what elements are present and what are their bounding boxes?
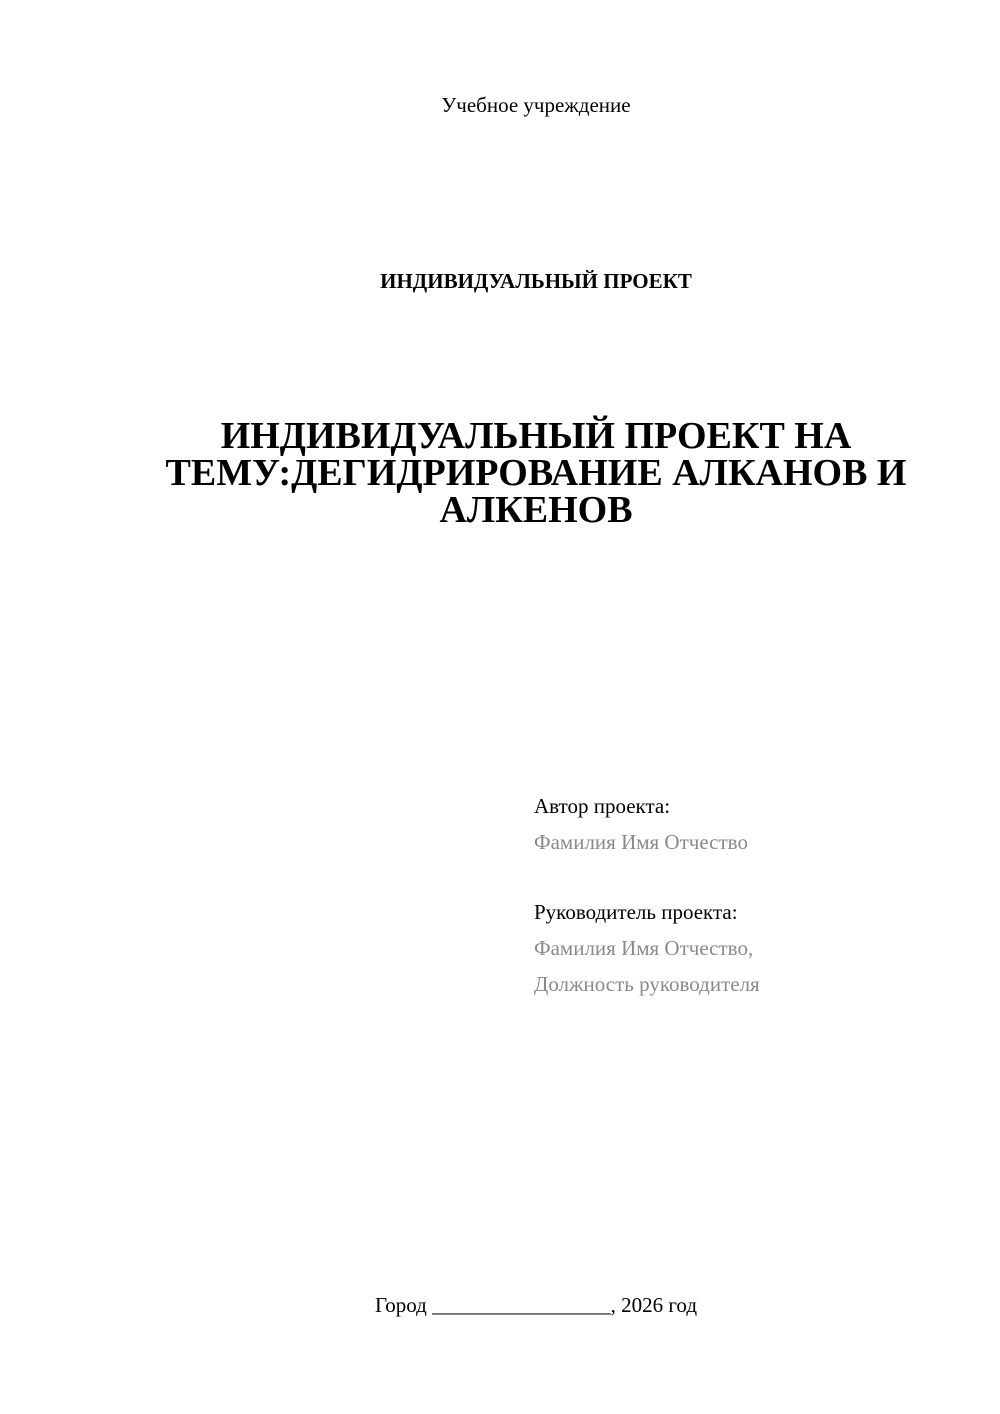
author-label: Автор проекта: <box>534 794 671 818</box>
project-title-line: ИНДИВИДУАЛЬНЫЙ ПРОЕКТ НА <box>220 415 852 457</box>
supervisor-label: Руководитель проекта: <box>534 900 738 924</box>
document-type-heading: ИНДИВИДУАЛЬНЫЙ ПРОЕКТ <box>380 269 692 293</box>
project-title-line: АЛКЕНОВ <box>439 489 633 531</box>
supervisor-name: Фамилия Имя Отчество, <box>534 936 754 960</box>
supervisor-position: Должность руководителя <box>534 972 760 996</box>
project-title <box>150 415 922 531</box>
credits-spacer <box>534 860 760 894</box>
author-name: Фамилия Имя Отчество <box>534 830 748 854</box>
credits-block <box>534 788 760 1002</box>
institution-name: Учебное учреждение <box>441 93 631 117</box>
project-title-line: ТЕМУ:ДЕГИДРИРОВАНИЕ АЛКАНОВ И <box>165 452 907 494</box>
city-year-line: Город _________________, 2026 год <box>374 1293 698 1317</box>
